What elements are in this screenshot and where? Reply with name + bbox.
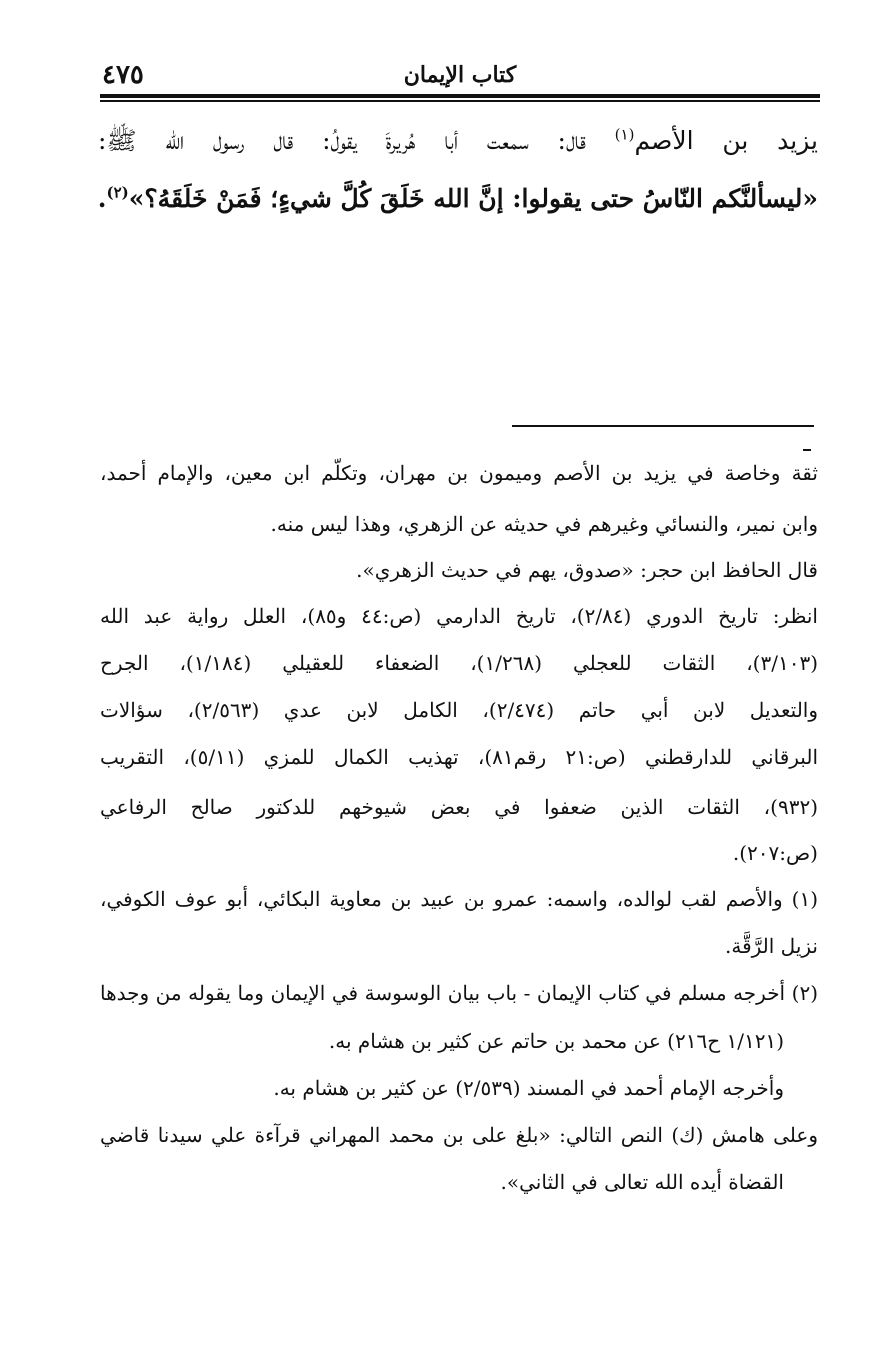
footnote-ref-2: (٢) bbox=[106, 183, 129, 202]
footnote-line: قال الحافظ ابن حجر: «صدوق، يهم في حديث الزهري». bbox=[356, 558, 818, 582]
footnote-2-line: وأخرجه الإمام أحمد في المسند (٢/٥٣٩) عن كثير بن هشام به. bbox=[273, 1076, 784, 1100]
footnote-2-line: (٢) أخرجه مسلم في كتاب الإيمان - باب بيان الوسوسة في الإيمان وما يقوله من وجدها bbox=[100, 981, 819, 1005]
hadith-end-period: . bbox=[97, 184, 107, 213]
running-title: كتاب الإيمان bbox=[403, 62, 517, 88]
main-text-segment: يزيد بن الأصم bbox=[634, 126, 818, 155]
footnote-2-line: القضاة أيده الله تعالى في الثاني». bbox=[500, 1170, 784, 1194]
page-number: ٤٧٥ bbox=[102, 60, 144, 90]
footnote-1-line: نزيل الرَّقَّة. bbox=[725, 934, 818, 958]
footnote-line: (٣/١٠٣)، الثقات للعجلي (١/٢٦٨)، الضعفاء للعقيلي (١/١٨٤)، الجرح bbox=[100, 651, 819, 675]
footnote-line: (٩٣٢)، الثقات الذين ضعفوا في بعض شيوخهم للدكتور صالح الرفاعي bbox=[100, 795, 818, 819]
page-header bbox=[100, 58, 820, 92]
footnote-2-line: (١/١٢١ ح٢١٦) عن محمد بن حاتم عن كثير بن هشام به. bbox=[328, 1029, 784, 1053]
footnote-line: انظر: تاريخ الدوري (٢/٨٤)، تاريخ الدارمي (ص:٤٤ و٨٥)، العلل رواية عبد الله bbox=[100, 604, 818, 628]
footnote-ref-1: (١) bbox=[614, 125, 635, 144]
footnote-line: وابن نمير، والنسائي وغيرهم في حديثه عن الزهري، وهذا ليس منه. bbox=[270, 512, 818, 536]
header-rule-thin bbox=[100, 100, 820, 102]
footnote-1-line: (١) والأصم لقب لوالده، واسمه: عمرو بن عبيد بن معاوية البكائي، أبو عوف الكوفي، bbox=[100, 887, 818, 911]
footnote-line: ثقة وخاصة في يزيد بن الأصم وميمون بن مهران، وتكلّم ابن معين، والإمام أحمد، bbox=[100, 461, 818, 485]
footnote-2-line: وعلى هامش (ك) النص التالي: «بلغ على بن محمد المهراني قرآءة علي سيدنا قاضي bbox=[100, 1123, 819, 1147]
hadith-text-line bbox=[97, 183, 818, 213]
footnote-line: والتعديل لابن أبي حاتم (٢/٤٧٤)، الكامل لابن عدي (٢/٥٦٣)، سؤالات bbox=[100, 698, 819, 722]
header-rule-thick bbox=[100, 94, 820, 98]
hadith-text: «ليسألنَّكم النّاسُ حتى يقولوا: إنَّ الله خَلَقَ كُلَّ شيءٍ؛ فَمَنْ خَلَقَهُ؟» bbox=[128, 184, 818, 213]
main-text-segment: قال: سمعت أبا هُريرةَ يقولُ: قال رسول الله ﷺ: bbox=[98, 126, 615, 155]
footnote-separator bbox=[512, 425, 814, 427]
footnote-line: (ص:٢٠٧). bbox=[732, 841, 818, 865]
continuation-mark bbox=[803, 449, 811, 451]
main-text-line-1 bbox=[98, 125, 818, 155]
footnote-line: البرقاني للدارقطني (ص:٢١ رقم٨١)، تهذيب الكمال للمزي (٥/١١)، التقريب bbox=[100, 745, 818, 769]
